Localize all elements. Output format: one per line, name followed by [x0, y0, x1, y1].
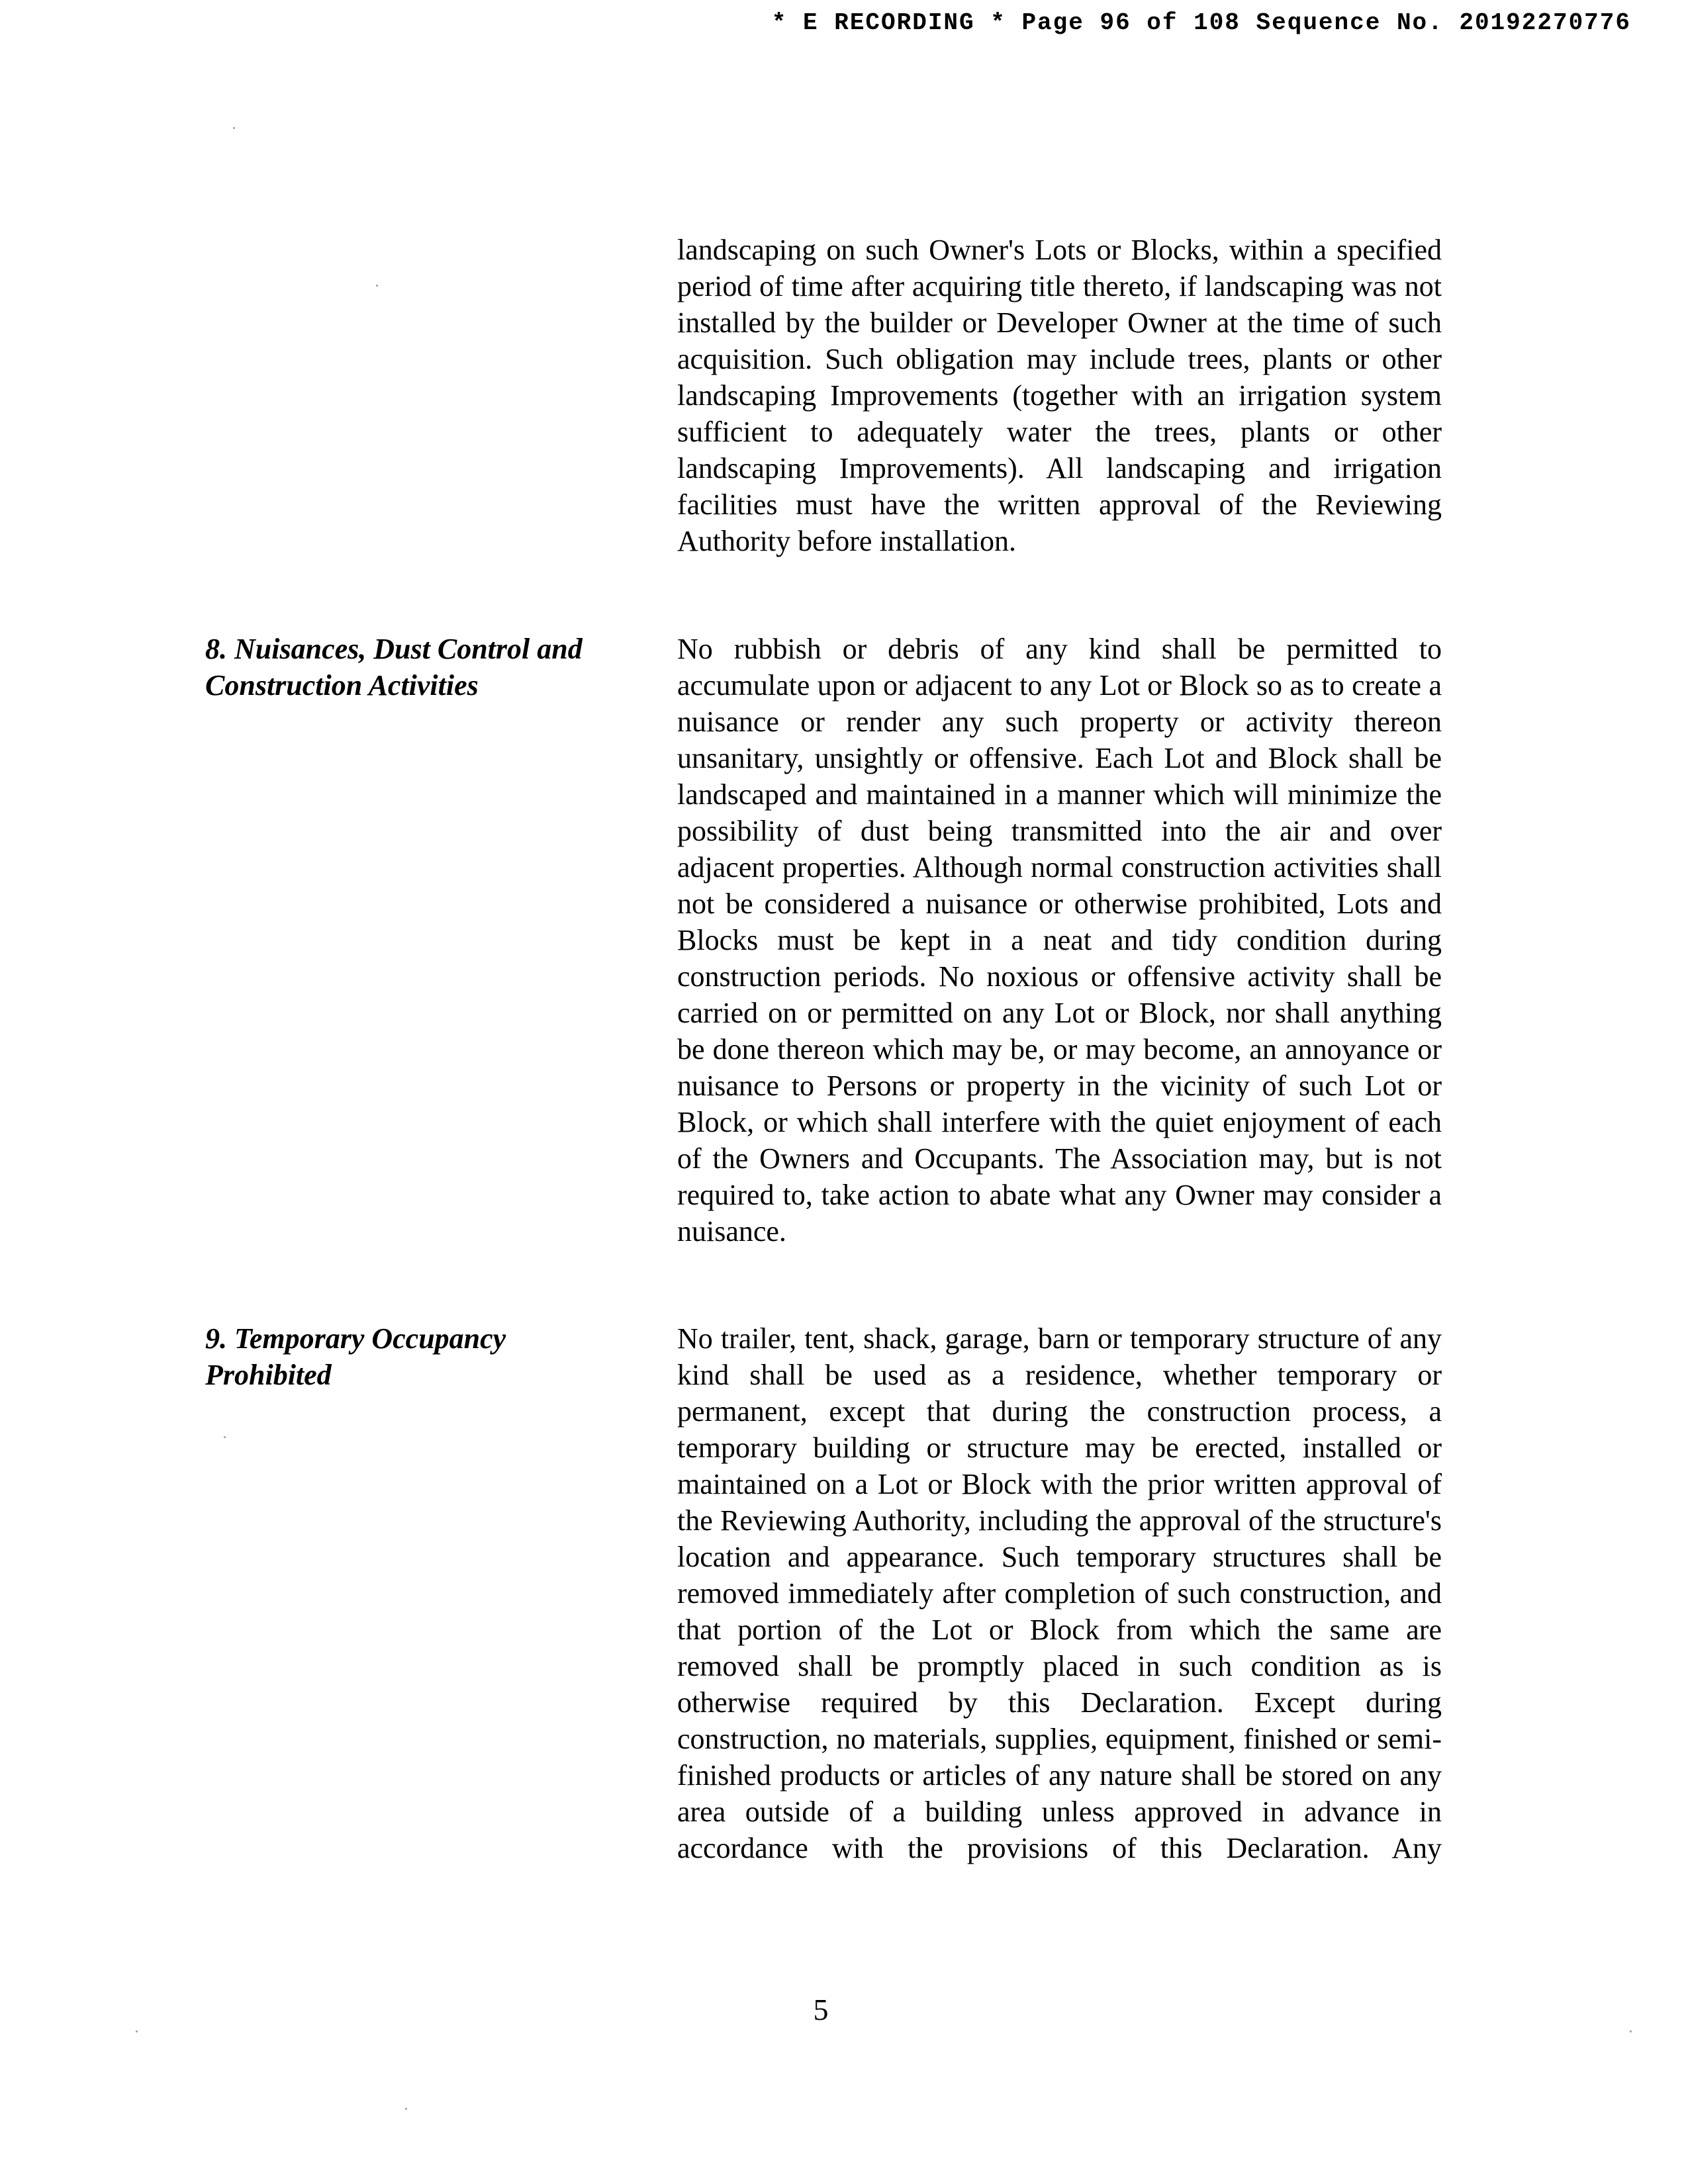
section-9-heading: 9. Temporary Occupancy Prohibited: [205, 1322, 506, 1391]
recording-header: * E RECORDING * Page 96 of 108 Sequence No. 20192270776: [771, 9, 1631, 36]
scan-speck: [376, 285, 378, 287]
scan-speck: [1630, 2030, 1632, 2032]
section-8-body: No rubbish or debris of any kind shall be permitted to accumulate upon or adjacent to any Lot or Block so as to create a nuisance or render any such property or activity thereon unsanitary, unsightly or offensive. Each Lot and Block shall be landscaped and maintained in a manner which will minimize the possibility of dust being transmitted into the air and over adjacent properties. Although normal construction activities shall not be considered a nuisance or otherwise prohibited, Lots and Blocks must be kept in a neat and tidy condition during construction periods. No noxious or offensive activity shall be carried on or permitted on any Lot or Block, nor shall anything be done thereon which may be, or may become, an annoyance or nuisance to Persons or property in the vicinity of such Lot or Block, or which shall interfere with the quiet enjoyment of each of the Owners and Occupants. The Association may, but is not required to, take action to abate what any Owner may consider a nuisance.: [677, 633, 1442, 1248]
section-9-body: No trailer, tent, shack, garage, barn or temporary structure of any kind shall be used as a residence, whether temporary or permanent, except that during the construction process, a temporary building or structure may be erected, installed or maintained on a Lot or Block with the prior written approval of the Reviewing Authority, including the approval of the structure's location and appearance. Such temporary structures shall be removed immediately after completion of such construction, and that portion of the Lot or Block from which the same are removed shall be promptly placed in such condition as is otherwise required by this Declaration. Except during construction, no materials, supplies, equipment, finished or semi-finished products or articles of any nature shall be stored on any area outside of a building unless approved in advance in accordance with the provisions of this Declaration. Any: [677, 1322, 1442, 1864]
continuation-paragraph: landscaping on such Owner's Lots or Blocks, within a specified period of time after acquiring title thereto, if landscaping was not installed by the builder or Developer Owner at the time of such acquisition. Such obligation may include trees, plants or other landscaping Improvements (together with an irrigation system sufficient to adequately water the trees, plants or other landscaping Improvements). All landscaping and irrigation facilities must have the written approval of the Reviewing Authority before installation.: [677, 234, 1442, 557]
section-8-heading: 8. Nuisances, Dust Control and Construction Activities: [205, 633, 583, 702]
scan-speck: [405, 2108, 407, 2110]
scan-speck: [224, 1436, 226, 1438]
scan-speck: [233, 127, 235, 129]
scan-speck: [136, 2030, 138, 2032]
page-number: 5: [813, 1993, 829, 2026]
